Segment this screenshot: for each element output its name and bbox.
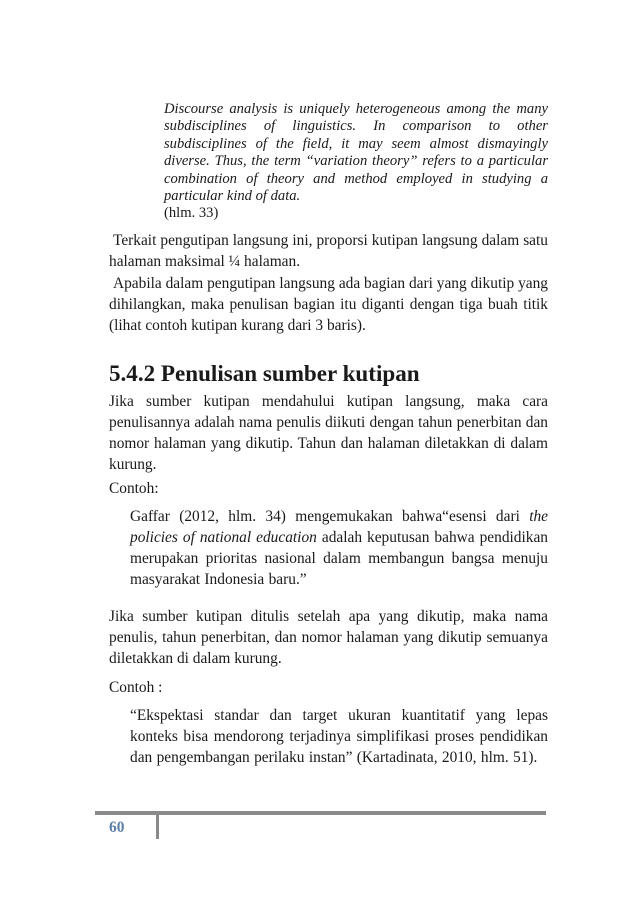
example-label-1: Contoh: xyxy=(109,480,159,497)
paragraph-source-before: Jika sumber kutipan mendahului kutipan langsung, maka cara penulisannya adalah nama penulis diikuti dengan tahun penerbitan dan nomor halaman yang dikutip. Tahun dan halaman diletakkan di dalam kurung. xyxy=(109,393,548,473)
block-quotation xyxy=(164,101,548,223)
example-quote-1 xyxy=(130,506,548,590)
example-quote-1-italic: the policies of national education xyxy=(130,508,548,546)
page-number: 60 xyxy=(109,819,125,836)
footer-divider-tick xyxy=(156,813,159,839)
paragraph-omission: Apabila dalam pengutipan langsung ada bagian dari yang dikutip yang dihilangkan, maka penulisan bagian itu diganti dengan tiga buah titik (lihat contoh kutipan kurang dari 3 baris). xyxy=(109,275,548,334)
example-quote-1-pre: Gaffar (2012, hlm. 34) mengemukakan bahwa“esensi dari xyxy=(130,508,530,525)
example-quote-1-post: adalah keputusan bahwa pendidikan merupakan prioritas nasional dalam membangun bangsa menuju masyarakat Indonesia baru.” xyxy=(130,529,548,588)
paragraph-source-after: Jika sumber kutipan ditulis setelah apa yang dikutip, maka nama penulis, tahun penerbitan, dan nomor halaman yang dikutip semuanya diletakkan di dalam kurung. xyxy=(109,608,548,667)
footer-rule xyxy=(95,811,546,815)
block-quotation-text: Discourse analysis is uniquely heterogeneous among the many subdisciplines of linguistics. In comparison to other subdisciplines of the field, it may seem almost dismayingly diverse. Thus, the term “variation theory” refers to a particular combination of theory and method employed in studying a particular kind of data. xyxy=(164,101,548,205)
example-quote-2: “Ekspektasi standar dan target ukuran kuantitatif yang lepas konteks bisa mendorong terjadinya simplifikasi proses pendidikan dan pengembangan perilaku instan” (Kartadinata, 2010, hlm. 51). xyxy=(130,707,548,766)
example-label-2: Contoh : xyxy=(109,679,163,696)
section-heading: 5.4.2 Penulisan sumber kutipan xyxy=(109,360,420,386)
paragraph-proportion: Terkait pengutipan langsung ini, proporsi kutipan langsung dalam satu halaman maksimal ¼ halaman. xyxy=(109,232,548,270)
block-quotation-citation: (hlm. 33) xyxy=(164,205,219,222)
